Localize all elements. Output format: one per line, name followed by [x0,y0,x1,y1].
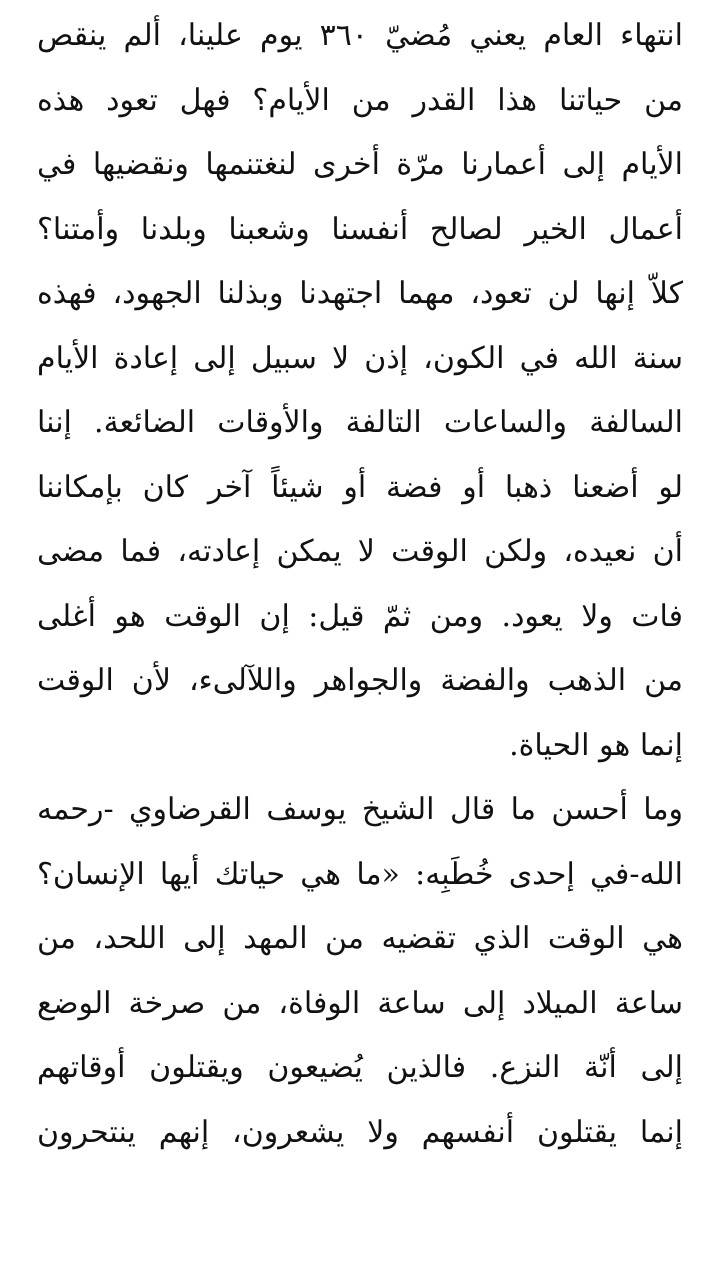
text-line: ساعة الميلاد إلى ساعة الوفاة، من صرخة الوضع [37,985,683,1021]
text-line: إنما يقتلون أنفسهم ولا يشعرون، إنهم ينتحرون [37,1114,683,1150]
paragraph-1 [37,4,683,778]
text-line: الله-في إحدى خُطَبِه: «ما هي حياتك أيها الإنسان؟ [37,856,683,892]
text-line: سنة الله في الكون، إذن لا سبيل إلى إعادة الأيام [37,340,683,376]
text-line: وما أحسن ما قال الشيخ يوسف القرضاوي -رحمه [37,792,683,827]
document-page [37,4,683,1165]
text-line: هي الوقت الذي تقضيه من المهد إلى اللحد، من [37,921,683,956]
text-line: لو أضعنا ذهبا أو فضة أو شيئاً آخر كان بإمكاننا [37,469,683,505]
text-line: السالفة والساعات التالفة والأوقات الضائعة. إننا [37,405,683,440]
text-line: إنما هو الحياة. [509,727,683,763]
text-line: الأيام إلى أعمارنا مرّة أخرى لنغتنمها ونقضيها في [37,147,683,182]
text-line: انتهاء العام يعني مُضيّ ٣٦٠ يوم علينا، ألم ينقص [37,18,683,53]
text-line: فات ولا يعود. ومن ثمّ قيل: إن الوقت هو أغلى [37,598,683,634]
text-line: من حياتنا هذا القدر من الأيام؟ فهل تعود هذه [37,82,683,118]
text-line: من الذهب والفضة والجواهر واللآلىء، لأن الوقت [37,663,683,698]
text-line: أن نعيده، ولكن الوقت لا يمكن إعادته، فما مضى [37,534,683,569]
text-line: كلاّ إنها لن تعود، مهما اجتهدنا وبذلنا الجهود، فهذه [37,276,683,311]
text-line: إلى أنّة النزع. فالذين يُضيعون ويقتلون أوقاتهم [37,1050,683,1085]
paragraph-2 [37,778,683,1165]
text-line: أعمال الخير لصالح أنفسنا وشعبنا وبلدنا وأمتنا؟ [37,211,683,247]
